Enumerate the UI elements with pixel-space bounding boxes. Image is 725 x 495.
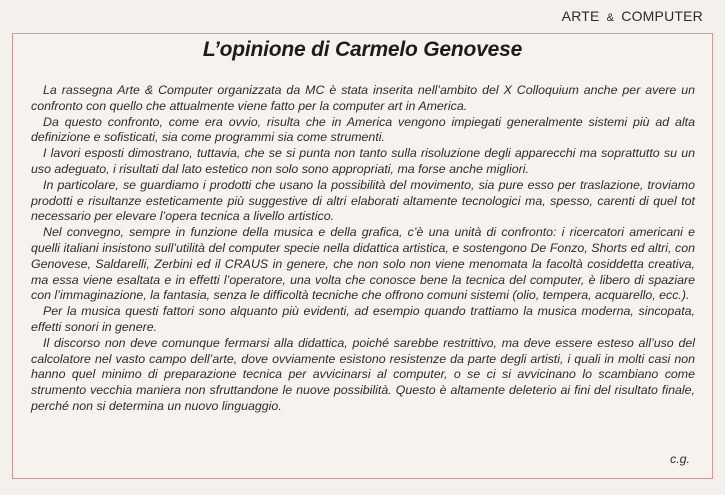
paragraph-5: Nel convegno, sempre in funzione della musica e della grafica, c’è una unità di confronto: i ricercatori americani e quelli italiani insistono sull’utilità del computer specie nella didattica artistica, e sostengono De Fonzo, Shorts ed altri, con Genovese, Saldarelli, Zerbini ed il CRAUS in genere, che non solo non viene menomata la facoltà cosiddetta creativa, ma essa viene esaltata e in effetti l’operatore, una volta che conosce bene la tecnica del computer, è libero di spaziare con l’immaginazione, la fantasia, senza le difficoltà tecniche che offrono comuni sistemi (olio, tempera, acquarello, ecc.). bbox=[31, 225, 695, 303]
paragraph-6: Per la musica questi fattori sono alquanto più evidenti, ad esempio quando trattiamo la musica moderna, sincopata, effetti sonori in genere. bbox=[31, 304, 695, 334]
paragraph-1: La rassegna Arte & Computer organizzata da MC è stata inserita nell’ambito del X Colloquium anche per avere un confronto con quello che attualmente viene fatto per la computer art in America. bbox=[31, 83, 695, 113]
article-body bbox=[31, 83, 695, 415]
section-header-right: COMPUTER bbox=[621, 8, 703, 24]
paragraph-7: Il discorso non deve comunque fermarsi alla didattica, poiché sarebbe restrittivo, ma deve essere esteso all’uso del calcolatore nel vasto campo dell’arte, dove ovviamente esistono resistenze da parte degli artisti, i quali in molti casi non hanno quel minimo di preparazione tecnica per avvicinarsi al computer, o se ci si avvicinano lo scambiano come strumento vecchia maniera non sfruttandone le nuove possibilità. Questo è altamente deleterio ai fini del risultato finale, perché non si determina un nuovo linguaggio. bbox=[31, 335, 695, 413]
article-title: L’opinione di Carmelo Genovese bbox=[202, 38, 523, 61]
article-box bbox=[12, 33, 713, 479]
section-header-left: ARTE bbox=[561, 8, 600, 24]
paragraph-4: In particolare, se guardiamo i prodotti che usano la possibilità del movimento, sia pure esso per traslazione, troviamo prodotti e risultanze esteticamente più suggestive di altri elaborati altamente tecnologici ma, spesso, carenti di quel tot necessario per elevare l’opera tecnica a livello artistico. bbox=[31, 177, 695, 224]
paragraph-2: Da questo confronto, come era ovvio, risulta che in America vengono impiegati generalmente sistemi più ad alta definizione e sofisticati, sia come programmi sia come strumenti. bbox=[31, 114, 695, 145]
paragraph-3: I lavori esposti dimostrano, tuttavia, che se si punta non tanto sulla risoluzione degli apparecchi ma soprattutto su un uso adeguato, i risultati dal lato estetico non solo sono appropriati, ma forse anche migliori. bbox=[31, 146, 695, 176]
section-header bbox=[562, 8, 703, 24]
author-signature: c.g. bbox=[670, 452, 690, 466]
section-header-ampersand: & bbox=[606, 12, 615, 24]
